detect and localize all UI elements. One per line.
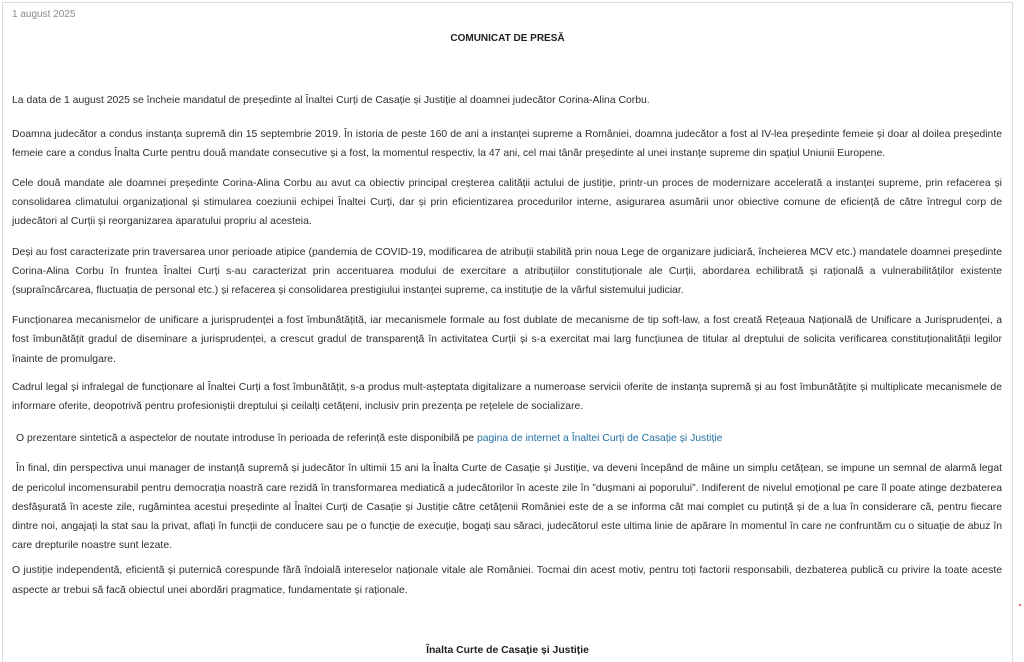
court-website-link[interactable]: pagina de internet a Înaltei Curți de Casație și Justiție [476,433,723,445]
paragraph-atypical-periods: Deși au fost caracterizate prin traversarea unor perioade atipice (pandemia de COVID-19, modificarea de atribuții stabilită prin noua Lege de organizare judiciară, încheierea MCV etc.) mandatele doamnei președinte Corina-Alina Corbu în fruntea Înaltei Curți s-au caracterizat prin accentuarea modului de exercitare a atribuțiilor constituționale ale Curții, abordarea echilibrată și rațională a vulnerabilităților existente (supraîncărcarea, fluctuația de personal etc.) și refacerea și consolidarea prestigiului instanței supreme, ca instituție de la vârful sistemului judiciar. [12,246,1002,297]
paragraph-mandate-history: Doamna judecător a condus instanța supremă din 15 septembrie 2019. În istoria de peste 160 de ani a instanței supreme a României, doamna judecător a fost al IV-lea președinte femeie și doar al doilea președinte femeie care a condus Înalta Curte pentru două mandate consecutive și a fost, la momentul respectiv, la 47 ani, cel mai tânăr președinte al unei instanțe supreme din spațiul Uniunii Europene. [12,128,1002,159]
paragraph-mandate-objectives: Cele două mandate ale doamnei președinte Corina-Alina Corbu au avut ca obiectiv principal creșterea calității actului de justiție, printr-un proces de modernizare accelerată a instanței supreme, prin refacerea și consolidarea climatului organizațional și stimularea coeziunii echipei Înaltei Curți, dar și prin eficientizarea procedurilor interne, asigurarea asumării unor obiective comune de eficiență de către întregul corp de judecători al Curții și reorganizarea aparatului propriu al acesteia. [12,178,1002,228]
page-title: COMUNICAT DE PRESĂ [450,33,565,44]
paragraph-final-message: În final, din perspectiva unui manager de instanță supremă și judecător în ultimii 15 ani la Înalta Curte de Casație și Justiție, va deveni începând de mâine un simplu cetățean, se impune un semnal de alarmă legat de pericolul incomensurabil pentru democrația noastră care rezidă în transformarea mediatică a judecătorilor în aceste zile în ”dușmani ai poporului”. Indiferent de nivelul emoțional pe care îl poate atinge dezbaterea desfășurată în aceste zile, rugămintea acestui președinte al Înaltei Curți de Casație și Justiție către cetățenii României este de a se informa cât mai complet cu putință și de a lua în considerare că, pentru fiecare dintre noi, angajați la stat sau la privat, aflați în funcții de conducere sau pe o funcție de execuție, bogați sau săraci, judecătorul este ultima linie de apărare în momentul în care ne confruntăm cu o situație de abuz în care drepturile noastre sunt lezate. [12,463,1002,552]
paragraph-legal-framework: Cadrul legal și infralegal de funcționare al Înaltei Curți a fost îmbunătățit, s-a produs mult-așteptata digitalizare a numeroase servicii oferite de instanța supremă și au fost îmbunătățite și multiplicate mecanismele de informare oferite, deopotrivă pentru profesioniștii dreptului și ceilalți cetățeni, inclusiv prin prezența pe rețelele de socializare. [12,381,1002,413]
paragraph-jurisprudence-unification: Funcționarea mecanismelor de unificare a jurisprudenței a fost îmbunătățită, iar mecanismele formale au fost dublate de mecanisme de tip soft-law, a fost creată Rețeaua Națională de Unificare a Jurisprudenței, a fost îmbunătățit gradul de diseminare a jurisprudenței, a crescut gradul de transparență în activitatea Curții și s-a exercitat mai larg funcțiunea de titular al dreptului de solicita verificarea constituționalității legilor înainte de promulgare. [12,315,1002,365]
press-release-page [2,2,1013,662]
red-marker-dot [1019,604,1021,606]
paragraph-mandate-end: La data de 1 august 2025 se încheie mandatul de președinte al Înaltei Curți de Casație și Justiție al doamnei judecător Corina-Alina Corbu. [12,95,650,107]
paragraph-presentation-availability [12,429,1002,448]
signature: Înalta Curte de Casație și Justiție [426,645,589,656]
press-release-body [12,91,1002,599]
paragraph-independent-justice: O justiție independentă, eficientă și puternică corespunde fără îndoială intereselor naționale vitale ale României. Tocmai din acest motiv, pentru toți factorii responsabili, dezbaterea publică cu privire la toate aceste aspecte ar trebui să facă obiectul unei abordări pragmatice, fundamentate și raționale. [12,565,1002,596]
publication-date: 1 august 2025 [12,9,76,20]
availability-text: O prezentare sintetică a aspectelor de noutate introduse în perioada de referință este disponibilă pe [16,433,477,445]
